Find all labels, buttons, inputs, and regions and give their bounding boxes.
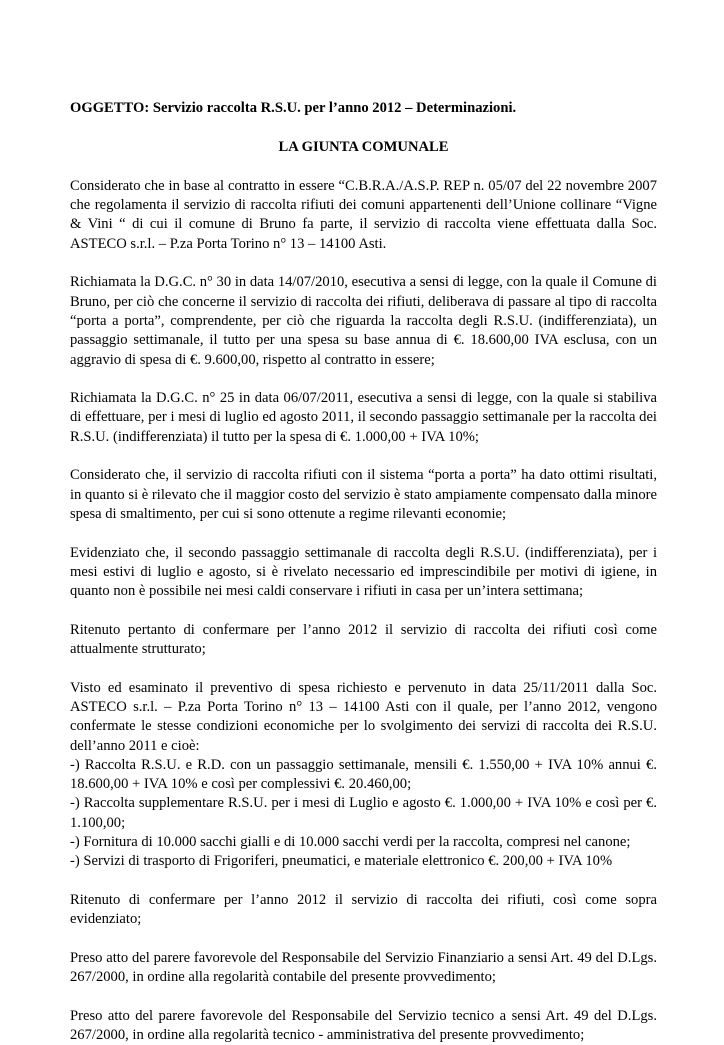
paragraph-evidenziato: Evidenziato che, il secondo passaggio settimanale di raccolta degli R.S.U. (indifferenziata), per i mesi estivi di luglio e agosto, si è rivelato necessario ed imprescindibile per motivi di igiene, in quanto non è possibile nei mesi caldi conservare i rifiuti in casa per un’intera settimana;	[70, 544, 657, 600]
services-list	[70, 756, 657, 872]
document-heading: LA GIUNTA COMUNALE	[278, 139, 449, 156]
paragraph-ritenuto-confermare: Ritenuto di confermare per l’anno 2012 il servizio di raccolta dei rifiuti, così come sopra evidenziato;	[70, 891, 657, 928]
document-page	[70, 99, 657, 1045]
paragraph-considerato-risultati: Considerato che, il servizio di raccolta rifiuti con il sistema “porta a porta” ha dato ottimi risultati, in quanto si è rilevato che il maggior costo del servizio è stato ampiamente compensato dalla minore spesa di smaltimento, per cui si sono ottenute a regime rilevanti economie;	[70, 467, 657, 522]
paragraph-considerato-contratto: Considerato che in base al contratto in essere “C.B.R.A./A.S.P. REP n. 05/07 del 22 novembre 2007 che regolamenta il servizio di raccolta rifiuti dei comuni appartenenti dell’Unione collinare “Vigne & Vini “ di cui il comune di Bruno fa parte, il servizio di raccolta viene effettuata dalla Soc. ASTECO s.r.l. – P.za Porta Torino n° 13 – 14100 Asti.	[70, 177, 657, 252]
paragraph-visto-preventivo: Visto ed esaminato il preventivo di spesa richiesto e pervenuto in data 25/11/2011 dalla Soc. ASTECO s.r.l. – P.za Porta Torino n° 13 – 14100 Asti con il quale, per l’anno 2012, vengono confermate le stesse condizioni economiche per lo svolgimento dei servizi di raccolta dei R.S.U. dell’anno 2011 e cioè:	[70, 679, 657, 754]
list-item: -) Fornitura di 10.000 sacchi gialli e di 10.000 sacchi verdi per la raccolta, compresi nel canone;	[70, 833, 631, 850]
paragraph-parere-finanziario: Preso atto del parere favorevole del Responsabile del Servizio Finanziario a sensi Art. 49 del D.Lgs. 267/2000, in ordine alla regolarità contabile del presente provvedimento;	[70, 949, 657, 986]
paragraph-parere-tecnico: Preso atto del parere favorevole del Responsabile del Servizio tecnico a sensi Art. 49 del D.Lgs. 267/2000, in ordine alla regolarità tecnico - amministrativa del presente provvedimento;	[70, 1007, 657, 1043]
list-item: -) Servizi di trasporto di Frigoriferi, pneumatici, e materiale elettronico €. 200,00 + IVA 10%	[70, 853, 613, 870]
paragraph-richiamata-dgc-25: Richiamata la D.G.C. n° 25 in data 06/07/2011, esecutiva a sensi di legge, con la quale si stabiliva di effettuare, per i mesi di luglio ed agosto 2011, il secondo passaggio settimanale per la raccolta dei R.S.U. (indifferenziata) il tutto per la spesa di €. 1.000,00 + IVA 10%;	[70, 390, 657, 445]
list-item: -) Raccolta supplementare R.S.U. per i mesi di Luglio e agosto €. 1.000,00 + IVA 10% e così per €. 1.100,00;	[70, 795, 657, 831]
document-subject: OGGETTO: Servizio raccolta R.S.U. per l’anno 2012 – Determinazioni.	[70, 100, 517, 116]
list-item: -) Raccolta R.S.U. e R.D. con un passaggio settimanale, mensili €. 1.550,00 + IVA 10% annui €. 18.600,00 + IVA 10% e così per complessivi €. 20.460,00;	[70, 756, 657, 793]
paragraph-ritenuto-pertanto: Ritenuto pertanto di confermare per l’anno 2012 il servizio di raccolta dei rifiuti così come attualmente strutturato;	[70, 621, 657, 658]
paragraph-richiamata-dgc-30: Richiamata la D.G.C. n° 30 in data 14/07/2010, esecutiva a sensi di legge, con la quale il Comune di Bruno, per ciò che concerne il servizio di raccolta dei rifiuti, deliberava di passare al tipo di raccolta “porta a porta”, comprendente, per ciò che riguarda la raccolta degli R.S.U. (indifferenziata), un passaggio settimanale, il tutto per una spesa su base annua di €. 18.600,00 IVA esclusa, con un aggravio di spesa di €. 9.600,00, rispetto al contratto in essere;	[70, 274, 657, 368]
